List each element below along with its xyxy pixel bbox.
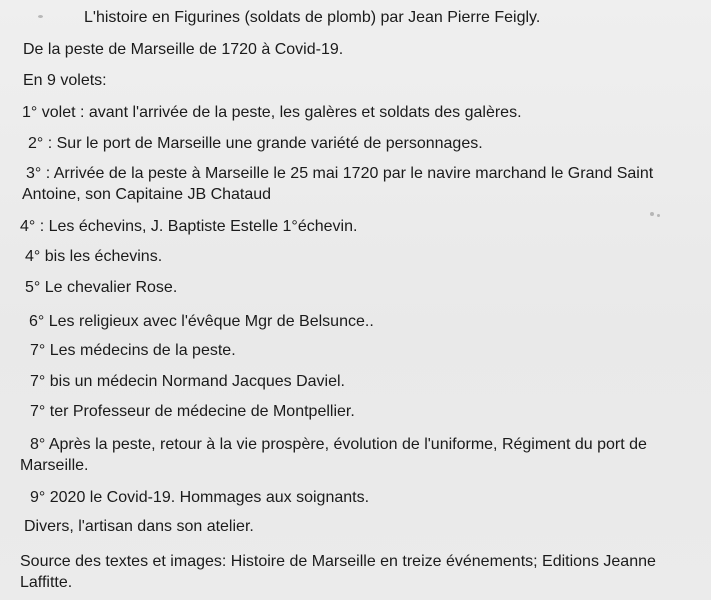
scan-speck: [657, 214, 660, 217]
scan-speck: [650, 212, 654, 216]
list-item: 6° Les religieux avec l'évêque Mgr de Belsunce..: [29, 313, 374, 330]
source-citation: Source des textes et images: Histoire de Marseille en treize événements; Editions Jeanne Laffitte.: [20, 553, 656, 591]
list-item: 1° volet : avant l'arrivée de la peste, les galères et soldats des galères.: [22, 104, 522, 121]
list-item: 7° bis un médecin Normand Jacques Daviel.: [30, 373, 345, 390]
scan-speck: [38, 15, 43, 18]
list-item: 4° bis les échevins.: [25, 248, 163, 265]
list-item: 7° ter Professeur de médecine de Montpellier.: [30, 403, 355, 420]
list-item: 8° Après la peste, retour à la vie prospère, évolution de l'uniforme, Régiment du port de Marseille.: [20, 436, 647, 474]
list-item: 7° Les médecins de la peste.: [30, 342, 236, 359]
list-item: 9° 2020 le Covid-19. Hommages aux soignants.: [30, 489, 370, 506]
list-item: 5° Le chevalier Rose.: [25, 279, 178, 296]
list-item: 3° : Arrivée de la peste à Marseille le 25 mai 1720 par le navire marchand le Grand Saint Antoine, son Capitaine JB Chataud: [22, 165, 654, 203]
list-item: 2° : Sur le port de Marseille une grande variété de personnages.: [28, 135, 483, 152]
document-subtitle: De la peste de Marseille de 1720 à Covid-19.: [23, 41, 344, 58]
list-item: Divers, l'artisan dans son atelier.: [24, 518, 254, 535]
document-intro: En 9 volets:: [23, 72, 107, 89]
document-title: L'histoire en Figurines (soldats de plomb) par Jean Pierre Feigly.: [84, 9, 541, 26]
list-item: 4° : Les échevins, J. Baptiste Estelle 1°échevin.: [20, 218, 358, 235]
